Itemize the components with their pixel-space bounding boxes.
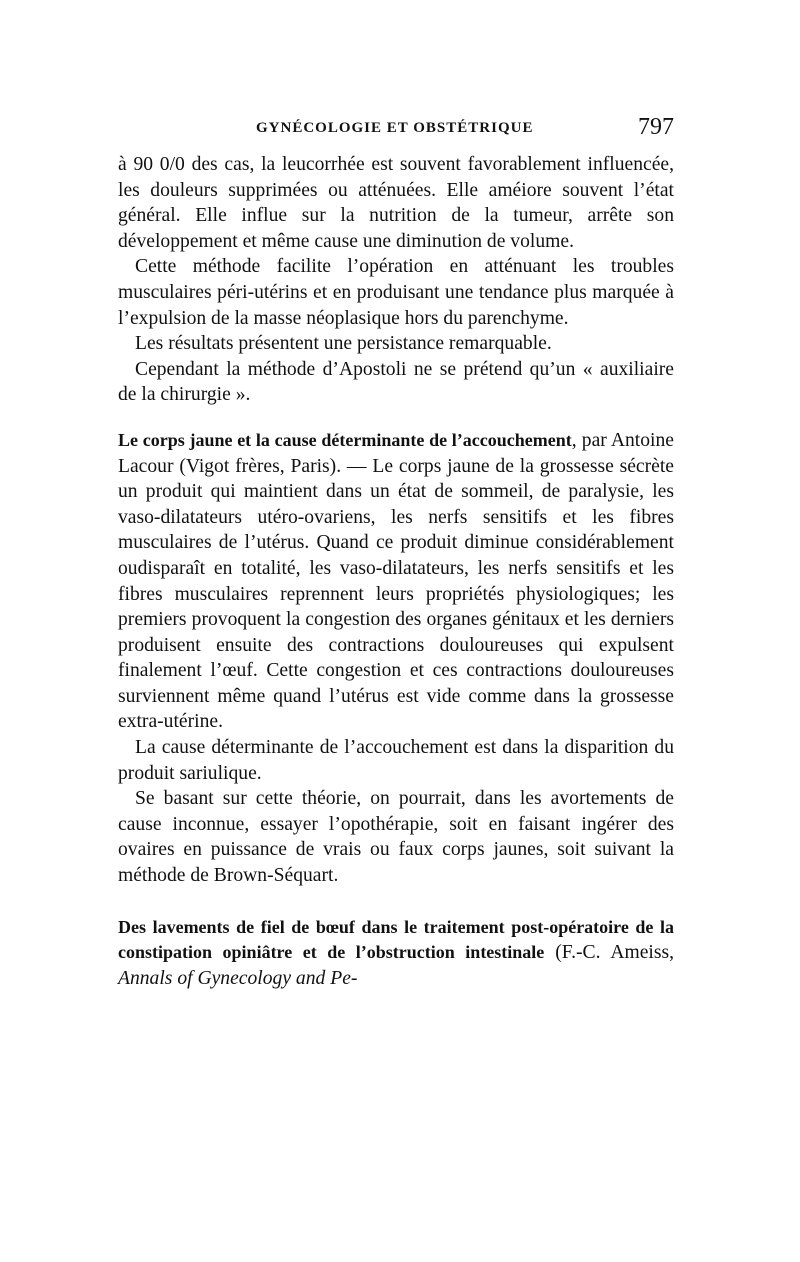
page-number: 797	[638, 114, 674, 140]
paragraph: La cause déterminante de l’accouchement est dans la disparition du produit sariulique.	[118, 737, 674, 784]
paragraph: Cette méthode facilite l’opération en atténuant les troubles musculaires péri-utérins et en produisant une tendance plus marquée à l’expulsion de la masse néoplasique hors du parenchyme.	[118, 256, 674, 329]
review-entry	[118, 915, 674, 992]
entry-text: (F.-C. Ameiss,	[544, 942, 675, 964]
running-title: GYNÉCOLOGIE ET OBSTÉTRIQUE	[256, 120, 534, 136]
paragraph: Se basant sur cette théorie, on pourrait, dans les avortements de cause inconnue, essayer l’opothérapie, soit en faisant ingérer des ovaires en puissance de vrais ou faux corps jaunes, soit suivant la méthode de Brown-Séquart.	[118, 788, 674, 887]
journal-title: Annals of Gynecology and Pe-	[118, 967, 358, 989]
review-entry	[118, 428, 674, 735]
entry-title: Le corps jaune et la cause déterminante de l’accouchement	[118, 429, 572, 450]
page-header	[118, 114, 674, 142]
entry-text: , par Antoine Lacour (Vigot frères, Paris). — Le corps jaune de la grossesse sécrète un produit qui maintient dans un état de sommeil, de paralysie, les vaso-dilatateurs utéro-ovariens, les nerfs sensitifs et les fibres musculaires de l’utérus. Quand ce produit diminue considérablement oudisparaît en totalité, les vaso-dilatateurs, les nerfs sensitifs et les fibres musculaires reprennent leurs propriétés physiologiques; les premiers provoquent la congestion des organes génitaux et les derniers produisent ensuite des contractions douloureuses qui expulsent finalement l’œuf. Cette congestion et ces contractions douloureuses surviennent même quand l’utérus est vide comme dans la grossesse extra-utérine.	[118, 429, 674, 733]
paragraph: Les résultats présentent une persistance remarquable.	[135, 333, 552, 355]
body-text	[118, 152, 674, 991]
paragraph: à 90 0/0 des cas, la leucorrhée est souvent favorablement influencée, les douleurs supprimées ou atténuées. Elle améiore souvent l’état général. Elle influe sur la nutrition de la tumeur, arrête son développement et même cause une diminution de volume.	[118, 154, 674, 252]
entry-title: Des lavements de fiel de bœuf dans le traitement post-opératoire de la constipation opiniâtre et de l’obstruction intestinale	[118, 916, 674, 963]
paragraph: Cependant la méthode d’Apostoli ne se prétend qu’un « auxiliaire de la chirurgie ».	[118, 358, 674, 406]
